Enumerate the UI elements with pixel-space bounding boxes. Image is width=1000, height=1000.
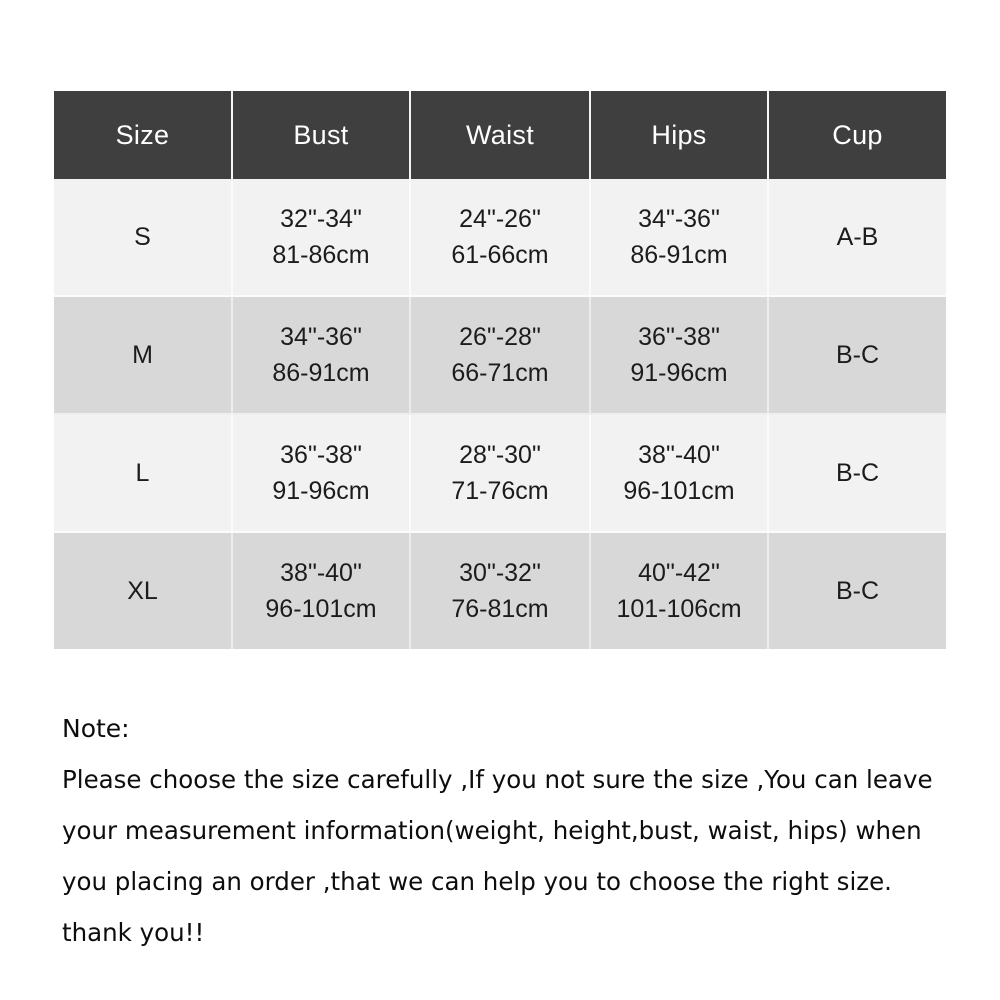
table-header-row <box>54 91 946 179</box>
hips-inches: 34"-36" <box>638 204 720 233</box>
waist-cm: 61-66cm <box>451 241 549 269</box>
hips-inches: 38"-40" <box>638 440 720 469</box>
hips-inches: 36"-38" <box>638 322 720 351</box>
bust-inches: 34"-36" <box>280 322 362 351</box>
cell-bust <box>232 179 410 296</box>
cell-bust <box>232 532 410 649</box>
note-line-1: Please choose the size carefully ,If you not sure the size ,You can leave <box>62 765 933 794</box>
note-line-3: you placing an order ,that we can help you to choose the right size. <box>62 867 892 896</box>
column-header-cup: Cup <box>768 91 946 179</box>
bust-inches: 32"-34" <box>280 204 362 233</box>
waist-inches: 26"-28" <box>459 322 541 351</box>
note-line-2: your measurement information(weight, height,bust, waist, hips) when <box>62 816 922 845</box>
bust-cm: 86-91cm <box>272 359 370 387</box>
cell-hips <box>590 414 768 532</box>
hips-cm: 86-91cm <box>630 241 728 269</box>
cell-size: XL <box>54 532 232 649</box>
cell-size: S <box>54 179 232 296</box>
cell-size: L <box>54 414 232 532</box>
waist-inches: 30"-32" <box>459 558 541 587</box>
size-chart-table <box>54 91 946 649</box>
cell-waist <box>410 296 590 414</box>
cell-hips <box>590 179 768 296</box>
waist-cm: 71-76cm <box>451 477 549 505</box>
cell-cup: A-B <box>768 179 946 296</box>
cell-cup: B-C <box>768 532 946 649</box>
table-row <box>54 532 946 649</box>
bust-cm: 91-96cm <box>272 477 370 505</box>
hips-inches: 40"-42" <box>638 558 720 587</box>
hips-cm: 96-101cm <box>623 477 735 505</box>
cell-hips <box>590 532 768 649</box>
bust-inches: 36"-38" <box>280 440 362 469</box>
hips-cm: 91-96cm <box>630 359 728 387</box>
column-header-bust: Bust <box>232 91 410 179</box>
cell-hips <box>590 296 768 414</box>
cell-size: M <box>54 296 232 414</box>
bust-inches: 38"-40" <box>280 558 362 587</box>
column-header-waist: Waist <box>410 91 590 179</box>
table-header <box>54 91 946 179</box>
note-line-4: thank you!! <box>62 918 205 947</box>
note-title: Note: <box>62 714 130 743</box>
waist-cm: 76-81cm <box>451 595 549 623</box>
cell-cup: B-C <box>768 296 946 414</box>
cell-waist <box>410 532 590 649</box>
cell-waist <box>410 179 590 296</box>
cell-bust <box>232 296 410 414</box>
waist-inches: 28"-30" <box>459 440 541 469</box>
table-body <box>54 179 946 649</box>
column-header-hips: Hips <box>590 91 768 179</box>
table-row <box>54 179 946 296</box>
bust-cm: 96-101cm <box>265 595 377 623</box>
waist-inches: 24"-26" <box>459 204 541 233</box>
bust-cm: 81-86cm <box>272 241 370 269</box>
cell-bust <box>232 414 410 532</box>
table-row <box>54 296 946 414</box>
waist-cm: 66-71cm <box>451 359 549 387</box>
hips-cm: 101-106cm <box>616 595 742 623</box>
cell-cup: B-C <box>768 414 946 532</box>
table-row <box>54 414 946 532</box>
cell-waist <box>410 414 590 532</box>
column-header-size: Size <box>54 91 232 179</box>
note-block <box>62 703 972 958</box>
